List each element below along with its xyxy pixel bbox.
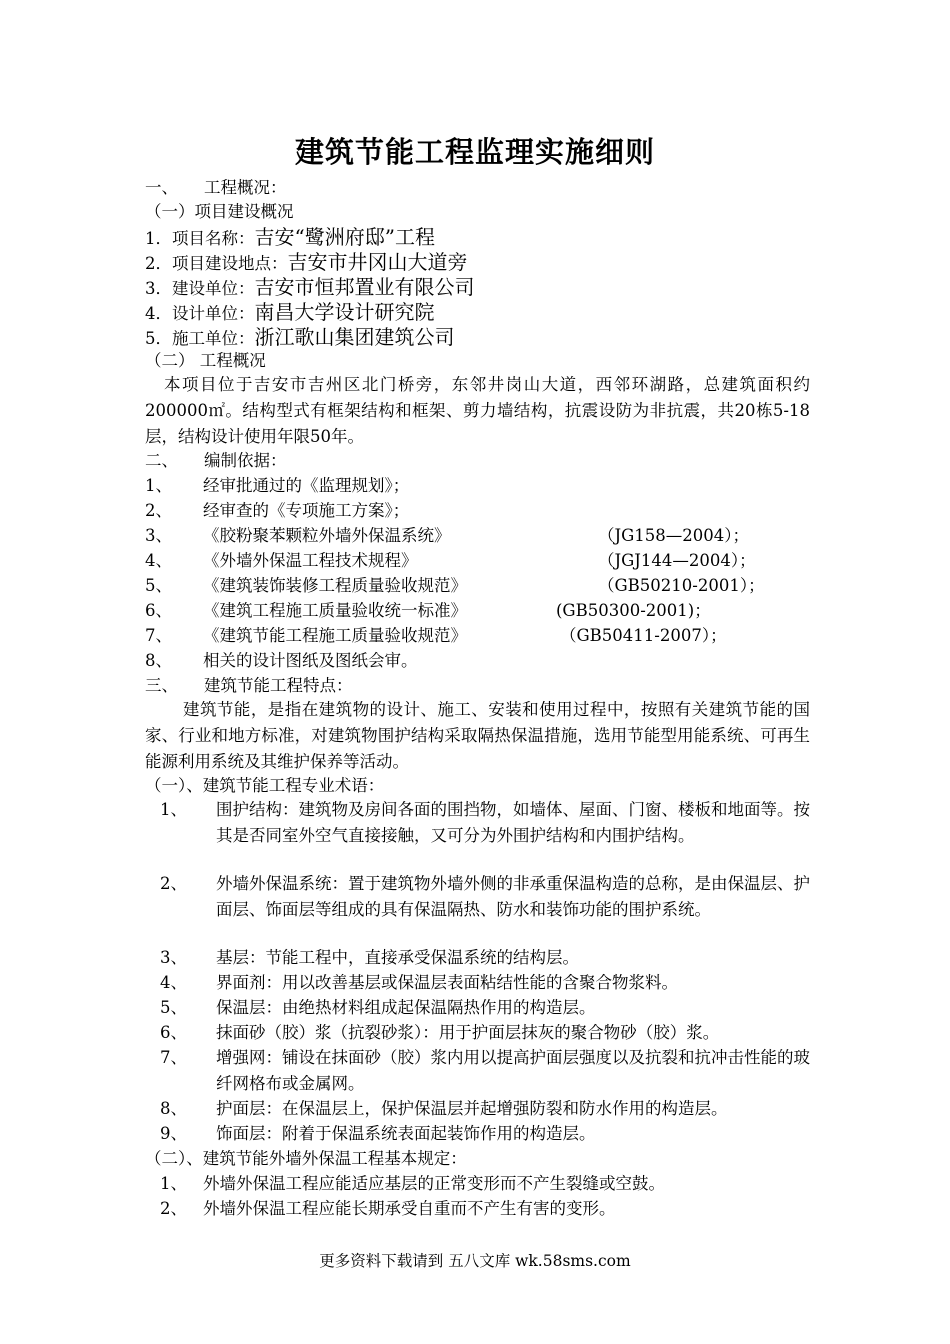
item-value: 吉安“鹭洲府邸”工程 [254,225,435,249]
item-text: 相关的设计图纸及图纸会审。 [203,651,418,670]
item-value: 吉安市井冈山大道旁 [287,250,468,274]
term-number: 9、 [160,1124,187,1143]
term-item [160,1121,810,1147]
section-2-heading [145,453,287,470]
item-text: 《外墙外保温工程技术规程》 [203,551,418,570]
standard-code: （GB50210-2001）； [598,576,765,595]
term-text: 界面剂：用以改善基层或保温层表面粘结性能的含聚合物浆料。 [216,973,678,992]
section-title: 编制依据： [204,451,287,470]
item-text: 《建筑节能工程施工质量验收规范》 [203,626,467,645]
rule-item [160,1176,665,1193]
subsection-heading: （二）、建筑节能外墙外保温工程基本规定： [145,1149,467,1168]
rule-number: 2、 [160,1199,187,1218]
term-item [160,1096,810,1122]
item-number: 6、 [145,601,172,620]
term-item [160,995,810,1021]
project-item [145,327,455,348]
item-number: 4、 [145,551,172,570]
overview-paragraph: 本项目位于吉安市吉州区北门桥旁，东邻井岗山大道，西邻环湖路，总建筑面积约200000㎡。结构型式有框架结构和框架、剪力墙结构，抗震设防为非抗震，共20栋5-18层，结构设计使用年限50年。 [145,375,810,446]
basis-item [145,528,451,545]
term-item [160,945,810,971]
item-value: 南昌大学设计研究院 [254,300,435,324]
term-item [160,797,810,849]
page-footer: 更多资料下载请到 五八文库 wk.58sms.com [319,1252,631,1270]
section-3-heading [145,678,353,695]
section-number: 三、 [145,676,178,695]
item-text: 《胶粉聚苯颗粒外墙外保温系统》 [203,526,451,545]
item-number: 8、 [145,651,172,670]
item-label: 3．建设单位： [145,279,255,298]
item-number: 7、 [145,626,172,645]
term-text: 基层：节能工程中，直接承受保温系统的结构层。 [216,948,579,967]
item-number: 3、 [145,526,172,545]
basis-item [145,628,467,645]
item-text: 《建筑装饰装修工程质量验收规范》 [203,576,467,595]
term-text: 饰面层：附着于保温系统表面起装饰作用的构造层。 [216,1124,596,1143]
item-label: 4．设计单位： [145,304,255,323]
term-number: 4、 [160,973,187,992]
section-number: 二、 [145,451,178,470]
term-text: 围护结构：建筑物及房间各面的围挡物，如墙体、屋面、门窗、楼板和地面等。按其是否同室外空气直接接触，又可分为外围护结构和内围护结构。 [216,800,810,845]
term-number: 7、 [160,1048,187,1067]
term-number: 5、 [160,998,187,1017]
term-number: 8、 [160,1099,187,1118]
section-title: 工程概况： [204,178,287,197]
term-item [160,871,810,923]
item-number: 5、 [145,576,172,595]
standard-code: (GB50300-2001)； [556,601,711,620]
item-label: 2．项目建设地点： [145,254,288,273]
basis-item [145,578,467,595]
term-number: 6、 [160,1023,187,1042]
term-text: 抹面砂（胶）浆（抗裂砂浆）：用于护面层抹灰的聚合物砂（胶）浆。 [216,1023,720,1042]
basis-item [145,478,409,495]
basis-item [145,553,418,570]
rule-text: 外墙外保温工程应能适应基层的正常变形而不产生裂缝或空鼓。 [203,1174,665,1193]
basis-item [145,603,467,620]
basis-item [145,503,409,520]
item-label: 5．施工单位： [145,329,255,348]
standard-code: （JGJ144—2004）； [598,551,756,570]
item-label: 1．项目名称： [145,229,255,248]
standard-code: （GB50411-2007）； [560,626,727,645]
item-value: 吉安市恒邦置业有限公司 [254,275,475,299]
energy-saving-paragraph: 建筑节能，是指在建筑物的设计、施工、安装和使用过程中，按照有关建筑节能的国家、行业和地方标准，对建筑物围护结构采取隔热保温措施，选用节能型用能系统、可再生能源利用系统及其维护保养等活动。 [145,700,810,771]
term-text: 外墙外保温系统：置于建筑物外墙外侧的非承重保温构造的总称，是由保温层、护面层、饰面层等组成的具有保温隔热、防水和装饰功能的围护系统。 [216,874,810,919]
term-text: 护面层：在保温层上，保护保温层并起增强防裂和防水作用的构造层。 [216,1099,728,1118]
section-number: 一、 [145,178,178,197]
item-text: 经审批通过的《监理规划》； [203,476,410,495]
project-item [145,227,435,248]
basis-item [145,653,418,670]
term-item [160,1045,810,1097]
item-text: 《建筑工程施工质量验收统一标准》 [203,601,467,620]
term-item [160,1020,810,1046]
rule-text: 外墙外保温工程应能长期承受自重而不产生有害的变形。 [203,1199,616,1218]
item-text: 经审查的《专项施工方案》； [203,501,410,520]
term-number: 2、 [160,874,187,893]
subsection-heading: （一）、建筑节能工程专业术语： [145,776,385,795]
item-value: 浙江歌山集团建筑公司 [254,325,455,349]
subsection-heading: （二） 工程概况 [145,351,266,370]
project-item [145,252,468,273]
item-number: 1、 [145,476,172,495]
item-number: 2、 [145,501,172,520]
term-text: 保温层：由绝热材料组成起保温隔热作用的构造层。 [216,998,596,1017]
rule-number: 1、 [160,1174,187,1193]
term-item [160,970,810,996]
term-number: 3、 [160,948,187,967]
project-item [145,302,435,323]
rule-item [160,1201,616,1218]
section-title: 建筑节能工程特点： [204,676,353,695]
project-item [145,277,475,298]
term-number: 1、 [160,800,187,819]
page-title: 建筑节能工程监理实施细则 [294,135,655,169]
term-text: 增强网：铺设在抹面砂（胶）浆内用以提高护面层强度以及抗裂和抗冲击性能的玻纤网格布或金属网。 [216,1048,810,1093]
section-1-heading [145,180,287,197]
subsection-heading: （一）项目建设概况 [145,202,294,221]
standard-code: （JG158—2004）； [598,526,750,545]
